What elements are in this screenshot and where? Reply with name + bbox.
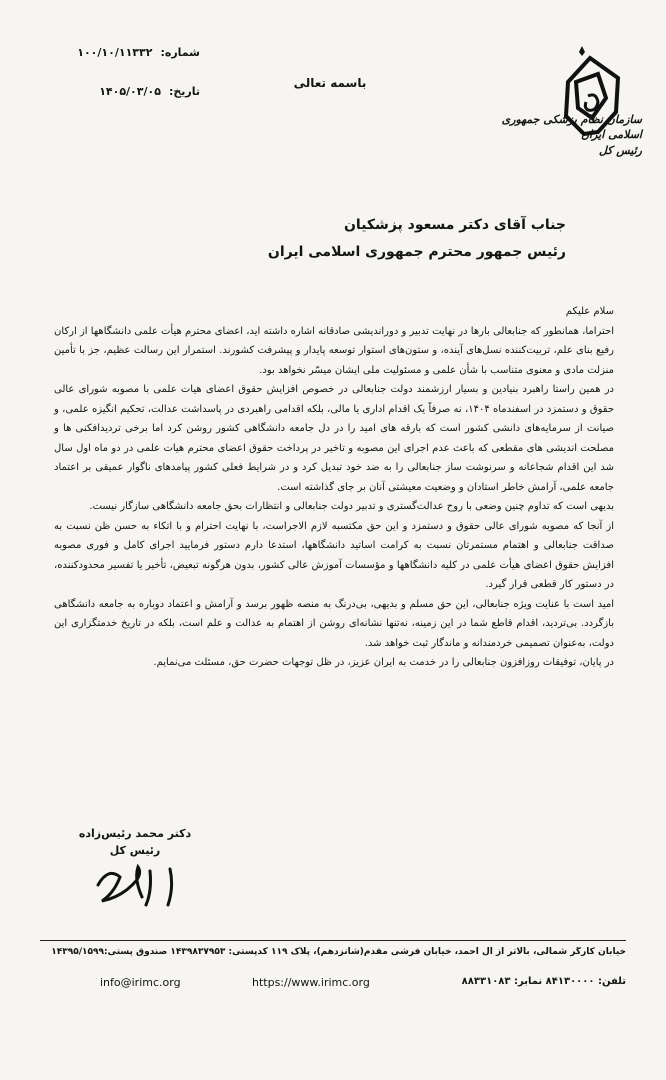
date-row — [50, 85, 200, 98]
footer-divider — [40, 940, 626, 941]
signatory-name: دکتر محمد رئیس‌زاده — [78, 827, 192, 840]
signatory-title: رئیس کل — [109, 843, 161, 857]
basmala: باسمه تعالی — [293, 76, 367, 90]
organization-name — [492, 112, 642, 158]
addressee-name: جناب آقای دکتر مسعود پزشکیان — [343, 217, 566, 233]
letter-body — [54, 302, 614, 673]
footer-address: خیابان کارگر شمالی، بالاتر از آل احمد، خیابان فرشی مقدم(شانزدهم)، پلاک ۱۱۹ کدپستی: ۱۴۳۹۸۳۷۹۵۳ صندوق پستی:۱۴۳۹۵/۱۵۹۹ — [51, 947, 626, 957]
paragraph-1: احتراما، همانطور که جنابعالی بارها در نهایت تدبیر و دوراندیشی صادقانه اشاره داشته اید، اعضای محترم هیأت علمی دانشگاهها از ارکان رفیع بنای علم، تربیت‌کننده نسل‌های آینده، و ستون‌های استوار توسعه پایدار و پیشرفت کشورند. استمرار این رسالت عظیم، جز با تأمین منزلت مادی و معنوی متناسب با شأن علمی و مسئولیت ملی ایشان میسّر نخواهد بود. — [54, 325, 614, 376]
paragraph-3: بدیهی است که تداوم چنین وضعی با روح عدالت‌گستری و تدبیر دولت جنابعالی و انتظارات بحق جامعه دانشگاهی سازگار نیست. — [89, 501, 614, 512]
date-value: ۱۴۰۵/۰۳/۰۵ — [99, 85, 161, 98]
number-value: ۱۰۰/۱۰/۱۱۳۳۲ — [77, 46, 153, 59]
organization-subtitle: رئیس کل — [598, 143, 642, 157]
date-label: تاریخ: — [168, 85, 200, 98]
paragraph-2: در همین راستا راهبرد بنیادین و بسیار ارزشمند دولت جنابعالی در خصوص افزایش حقوق اعضای هیات علمی با مصوبه شورای عالی حقوق و دستمزد در اسفندماه ۱۴۰۴، نه صرفاً یک اقدام اداری یا مالی، بلکه اقدامی راهبردی در پاسداشت عدالت، تحکیم انگیزه علمی، و صیانت از سرمایه‌های دانشی کشور است که بارقه های امید را در دل جامعه دانشگاهی کشور روشن کرد اما برخی تردیدافکنی ها و مصلحت اندیشی های مقطعی که باعث عدم اجرای این مصوبه و تاخیر در پرداخت حقوق اعضای محترم هیات علمی در دو ماه اول سال شد این اقدام شجاعانه و سرنوشت ساز جنابعالی را به ضد خود تبدیل کرد و در شرایط فعلی کشور پیامدهای ناگوار عمیقی بر اعتماد جامعه علمی، آرامش خاطر استادان و وضعیت معیشتی آنان بر جای گذاشته است. — [54, 384, 615, 493]
footer-phones: تلفن: ۸۴۱۳۰۰۰۰ نمابر: ۸۸۳۳۱۰۸۳ — [461, 976, 626, 987]
organization-title: سازمان نظام پزشکی جمهوری اسلامی ایران — [501, 113, 642, 142]
paragraph-4: از آنجا که مصوبه شورای عالی حقوق و دستمزد و این حق مکتسبه لازم الاجراست، با نهایت احترام و با اتکاء به حسن ظن نسبت به صداقت جنابعالی و اهتمام مستمرتان نسبت به کرامت اساتید دانشگاهها، استدعا دارم دستور فرمایید اجرای کامل و فوری مصوبه افزایش حقوق اعضای هیأت علمی در کلیه دانشگاهها و مؤسسات آموزش عالی کشور، بدون هرگونه تبعیض، تأخیر یا تفسیر محدودکننده، در دستور کار قطعی قرار گیرد. — [54, 520, 614, 590]
reference-block — [50, 46, 200, 124]
footer-contacts — [40, 976, 626, 996]
footer-website-link[interactable]: https://www.irimc.org — [252, 976, 370, 989]
paragraph-5: امید است با عنایت ویژه جنابعالی، این حق مسلم و بدیهی، بی‌درنگ به منصه ظهور برسد و آرامش و اعتماد دوباره به جامعه دانشگاهی بازگردد. بی‌تردید، اقدام قاطع شما در این زمینه، نه‌تنها نشانه‌ای روشن از اهتمام به عدالت و علم است، بلکه در تاریخ خدمتگزاری این دولت، به‌عنوان تصمیمی خردمندانه و ماندگار ثبت خواهد شد. — [54, 598, 614, 649]
greeting: سلام علیکم — [565, 306, 614, 317]
number-row — [50, 46, 200, 59]
handwritten-signature-icon — [90, 855, 210, 915]
paragraph-6: در پایان، توفیقات روزافزون جنابعالی را در خدمت به ایران عزیز، در ظل توجهات حضرت حق، مسئلت می‌نمایم. — [153, 657, 614, 668]
number-label: شماره: — [160, 46, 200, 59]
footer-email-link[interactable]: info@irimc.org — [100, 976, 181, 989]
addressee-block — [86, 212, 566, 265]
addressee-title: رئیس جمهور محترم جمهوری اسلامی ایران — [267, 243, 566, 260]
